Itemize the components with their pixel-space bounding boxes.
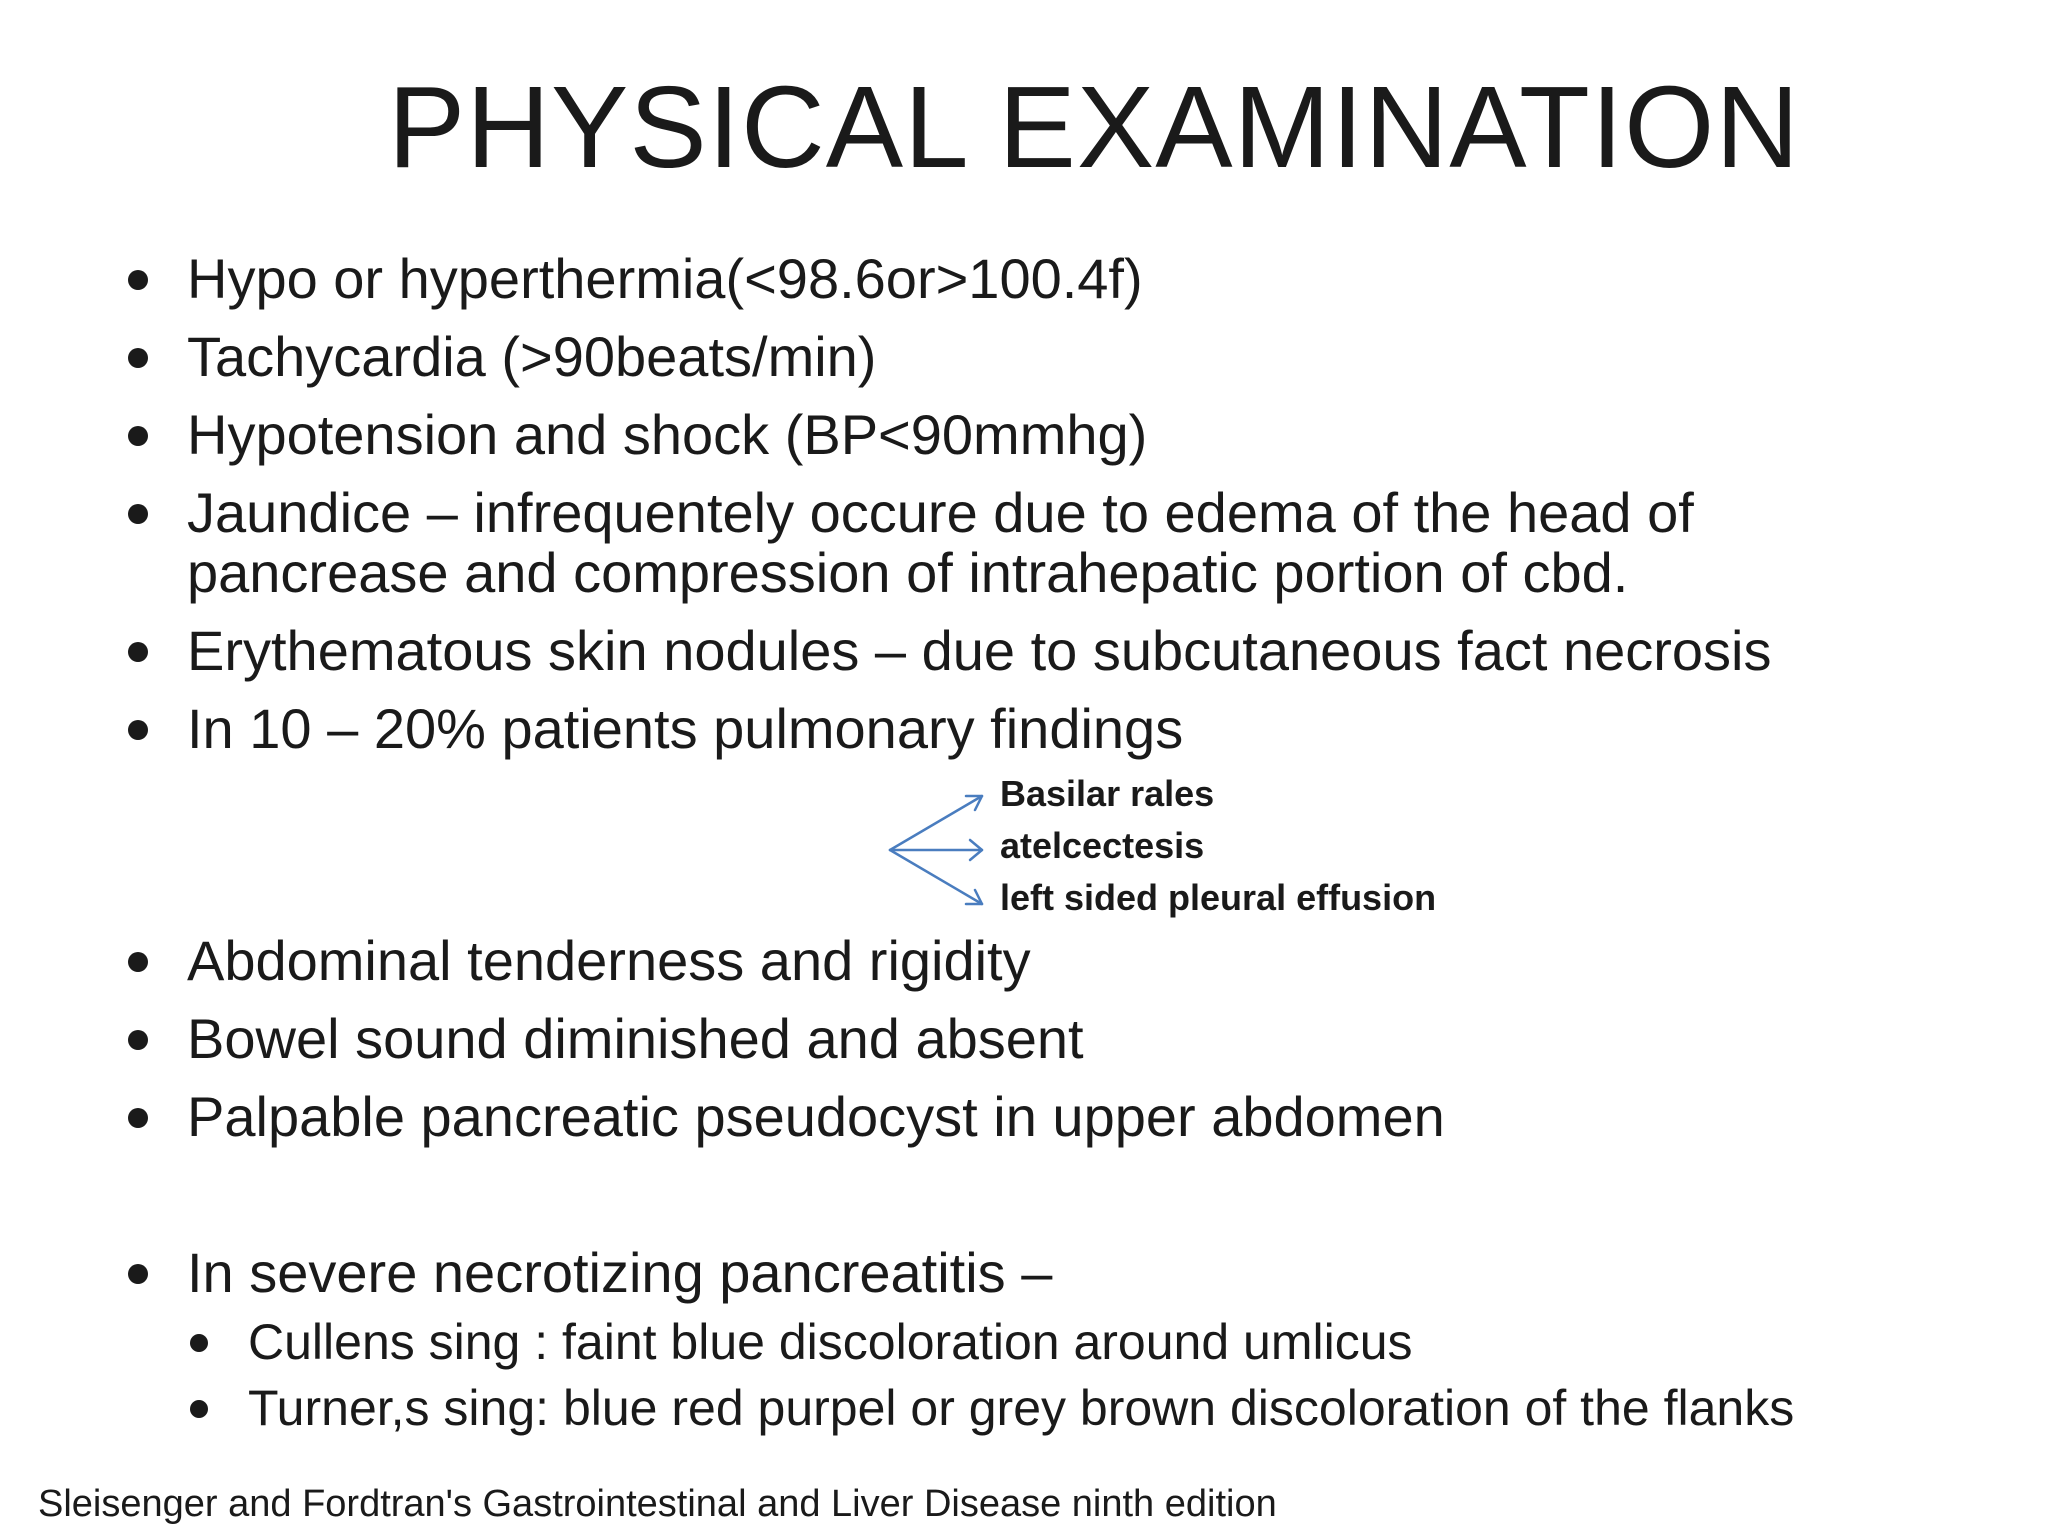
sub-bullet-text: Cullens sing : faint blue discoloration around umlicus bbox=[248, 1314, 1413, 1370]
branch-arrows-icon bbox=[880, 780, 1000, 920]
finding-basilar-rales: Basilar rales bbox=[1000, 773, 1215, 814]
finding-atelectasis: atelcectesis bbox=[1000, 825, 1205, 866]
bullet-dot-icon bbox=[128, 642, 148, 662]
bullet-text: Bowel sound diminished and absent bbox=[187, 1007, 1084, 1070]
bullet-dot-icon bbox=[128, 952, 148, 972]
bullet-text: Abdominal tenderness and rigidity bbox=[187, 929, 1031, 992]
bullet-text: Jaundice – infrequentely occure due to edema of the head of bbox=[187, 481, 1694, 544]
bullet-text: Erythematous skin nodules – due to subcutaneous fact necrosis bbox=[187, 619, 1772, 682]
bullet-dot-icon bbox=[128, 348, 148, 368]
bullet-dot-icon bbox=[128, 720, 148, 740]
bullet-text: Tachycardia (>90beats/min) bbox=[187, 325, 877, 388]
bullet-text: In 10 – 20% patients pulmonary findings bbox=[187, 697, 1184, 760]
bullet-dot-icon bbox=[128, 1108, 148, 1128]
bullet-text: In severe necrotizing pancreatitis – bbox=[187, 1241, 1053, 1304]
bullet-text: Palpable pancreatic pseudocyst in upper abdomen bbox=[187, 1085, 1445, 1148]
sub-bullet-dot-icon bbox=[190, 1400, 208, 1418]
bullet-dot-icon bbox=[128, 426, 148, 446]
bullet-dot-icon bbox=[128, 1264, 148, 1284]
bullet-dot-icon bbox=[128, 270, 148, 290]
citation: Sleisenger and Fordtran's Gastrointestinal and Liver Disease ninth edition bbox=[38, 1483, 1277, 1525]
bullet-text-continuation: pancrease and compression of intrahepatic portion of cbd. bbox=[187, 541, 1629, 604]
finding-pleural-effusion: left sided pleural effusion bbox=[1000, 877, 1437, 918]
bullet-text: Hypotension and shock (BP<90mmhg) bbox=[187, 403, 1148, 466]
bullet-text: Hypo or hyperthermia(<98.6or>100.4f) bbox=[187, 247, 1143, 310]
sub-bullet-text: Turner,s sing: blue red purpel or grey brown discoloration of the flanks bbox=[248, 1380, 1795, 1436]
slide-title: PHYSICAL EXAMINATION bbox=[387, 62, 1801, 192]
bullet-dot-icon bbox=[128, 1030, 148, 1050]
bullet-dot-icon bbox=[128, 504, 148, 524]
sub-bullet-dot-icon bbox=[190, 1334, 208, 1352]
pulmonary-findings-list bbox=[1000, 768, 1436, 924]
